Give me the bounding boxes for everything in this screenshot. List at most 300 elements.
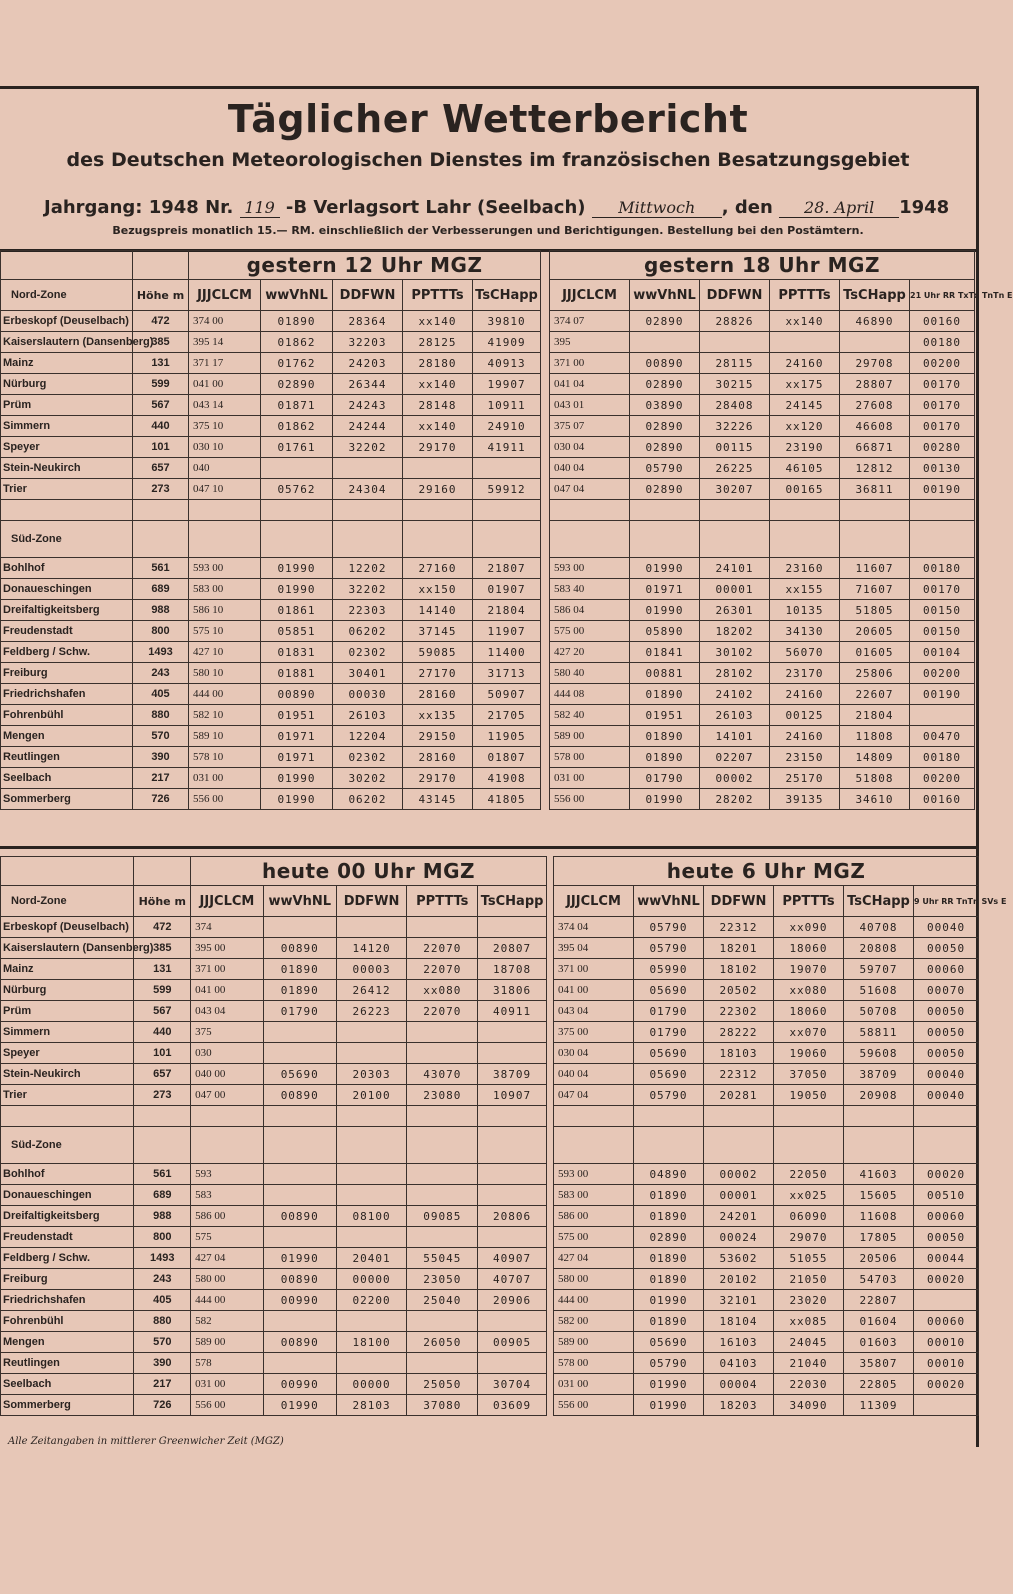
report-value: 00003 [336, 959, 407, 980]
issue-number: 119 [240, 198, 280, 218]
report-value: 51808 [840, 768, 910, 789]
report-value: 28807 [840, 374, 910, 395]
report-value: 375 07 [550, 416, 630, 437]
report-value: 29708 [840, 353, 910, 374]
report-value: 01807 [473, 747, 541, 768]
report-value: 00890 [261, 684, 333, 705]
report-value: 01761 [261, 437, 333, 458]
report-value: 18060 [774, 1001, 844, 1022]
report-value: 01890 [634, 1206, 704, 1227]
report-value: 31806 [478, 980, 547, 1001]
table-row [554, 1185, 979, 1206]
report-value: 14140 [403, 600, 473, 621]
report-value: 24910 [473, 416, 541, 437]
report-value: 54703 [844, 1269, 914, 1290]
report-value: 01862 [261, 332, 333, 353]
table-heute-06 [553, 856, 1007, 1416]
report-value: 41908 [473, 768, 541, 789]
report-value: 041 00 [554, 980, 634, 1001]
report-value: 00040 [914, 1085, 979, 1106]
table-row [1, 705, 541, 726]
report-value: 00160 [910, 311, 975, 332]
report-value [263, 1164, 336, 1185]
report-value: 427 10 [189, 642, 261, 663]
report-value: 030 04 [554, 1043, 634, 1064]
table-row [1, 311, 541, 332]
report-value: 593 [191, 1164, 264, 1185]
report-value: 01990 [634, 1395, 704, 1416]
report-value: 32226 [700, 416, 770, 437]
report-value: 11907 [473, 621, 541, 642]
report-value: xx155 [770, 579, 840, 600]
report-value: xx085 [774, 1311, 844, 1332]
report-value: 00470 [910, 726, 975, 747]
report-value: 374 00 [189, 311, 261, 332]
report-value: 00881 [630, 663, 700, 684]
station-height: 472 [133, 311, 189, 332]
station-name: Feldberg / Schw. [1, 1248, 134, 1269]
report-value: 00002 [700, 768, 770, 789]
report-value: 20808 [844, 938, 914, 959]
table-row [1, 1290, 547, 1311]
report-value: 444 00 [554, 1290, 634, 1311]
blank-cell [407, 1106, 478, 1127]
report-value: 20506 [844, 1248, 914, 1269]
report-value: 00070 [914, 980, 979, 1001]
report-value [478, 1311, 547, 1332]
report-header [0, 89, 976, 252]
station-name: Feldberg / Schw. [1, 642, 133, 663]
report-value: 20102 [704, 1269, 774, 1290]
report-value: 02890 [634, 1227, 704, 1248]
report-value: 586 04 [550, 600, 630, 621]
report-value: 02890 [630, 479, 700, 500]
report-value: 00890 [630, 353, 700, 374]
report-value: 578 [191, 1353, 264, 1374]
report-value: 395 14 [189, 332, 261, 353]
report-value: 22303 [333, 600, 403, 621]
column-heading-tsch: TsCHapp [478, 886, 547, 917]
table-row [554, 980, 979, 1001]
station-height: 657 [134, 1064, 191, 1085]
column-heading-rr: 21 Uhr RR TxTx TnTn E [910, 280, 975, 311]
report-value [336, 1311, 407, 1332]
report-value [261, 458, 333, 479]
report-value: 28102 [700, 663, 770, 684]
report-value: 01890 [263, 980, 336, 1001]
station-name: Kaiserslautern (Dansenberg) [1, 938, 134, 959]
report-value: 28408 [700, 395, 770, 416]
report-value: 374 07 [550, 311, 630, 332]
report-value: 444 00 [191, 1290, 264, 1311]
report-value: 01890 [634, 1269, 704, 1290]
report-value: 40911 [478, 1001, 547, 1022]
report-value: 29150 [403, 726, 473, 747]
issue-weekday: Mittwoch [592, 198, 722, 218]
report-value [407, 1227, 478, 1248]
report-value: xx080 [774, 980, 844, 1001]
report-value: 00050 [914, 1001, 979, 1022]
table-row [1, 1311, 547, 1332]
report-value: 00104 [910, 642, 975, 663]
table-gestern-12 [0, 250, 541, 810]
report-value: 580 00 [554, 1269, 634, 1290]
report-value: 01890 [261, 311, 333, 332]
report-value: 11309 [844, 1395, 914, 1416]
report-value: 41909 [473, 332, 541, 353]
column-heading-tsch: TsCHapp [840, 280, 910, 311]
table-heute-00 [0, 856, 547, 1416]
report-value: 38709 [844, 1064, 914, 1085]
station-height: 689 [133, 579, 189, 600]
report-value: 21050 [774, 1269, 844, 1290]
report-value: 32202 [333, 437, 403, 458]
report-value: 01790 [634, 1022, 704, 1043]
report-value: 46608 [840, 416, 910, 437]
station-height: 1493 [133, 642, 189, 663]
subscription-note: Bezugspreis monatlich 15.— RM. einschließlich der Verbesserungen und Berichtigungen. Bestellung bei den Postämtern. [112, 224, 864, 237]
report-value: 00190 [910, 479, 975, 500]
station-height: 988 [133, 600, 189, 621]
table-row [1, 1227, 547, 1248]
report-value: 01990 [261, 789, 333, 810]
report-value: 28160 [403, 684, 473, 705]
table-row [1, 353, 541, 374]
report-value: 24145 [770, 395, 840, 416]
table-row [1, 1206, 547, 1227]
table-row [550, 726, 975, 747]
station-name: Reutlingen [1, 1353, 134, 1374]
table-row [554, 1395, 979, 1416]
report-value [336, 917, 407, 938]
report-value: 01603 [844, 1332, 914, 1353]
station-name: Prüm [1, 395, 133, 416]
blank-cell [473, 500, 541, 521]
station-height: 405 [133, 684, 189, 705]
report-value: 00170 [910, 416, 975, 437]
report-value: 02200 [336, 1290, 407, 1311]
report-value: 24101 [700, 558, 770, 579]
report-value: 05890 [630, 621, 700, 642]
report-value: 53602 [704, 1248, 774, 1269]
report-value: 047 04 [550, 479, 630, 500]
report-value: 26301 [700, 600, 770, 621]
table-row [554, 1022, 979, 1043]
table-row [1, 642, 541, 663]
report-value: 25170 [770, 768, 840, 789]
station-name: Reutlingen [1, 747, 133, 768]
report-value: 578 10 [189, 747, 261, 768]
report-value: 17805 [844, 1227, 914, 1248]
report-value: 05690 [634, 1332, 704, 1353]
column-heading-pptt: PPTTTs [407, 886, 478, 917]
footnote: Alle Zeitangaben in mittlerer Greenwicher Zeit (MGZ) [8, 1436, 284, 1447]
table-row [554, 1085, 979, 1106]
report-value: 01971 [630, 579, 700, 600]
report-value: 01951 [261, 705, 333, 726]
blank-cell [704, 1106, 774, 1127]
report-value: 34090 [774, 1395, 844, 1416]
report-value: 28103 [336, 1395, 407, 1416]
blank-cell [261, 500, 333, 521]
report-value [478, 1164, 547, 1185]
report-value: 51055 [774, 1248, 844, 1269]
report-value: 18104 [704, 1311, 774, 1332]
table-row [1, 479, 541, 500]
column-heading-jjj: JJJCLCM [550, 280, 630, 311]
blank-cell [774, 1127, 844, 1164]
report-value: 22312 [704, 1064, 774, 1085]
report-value: 371 00 [554, 959, 634, 980]
report-value: 00010 [914, 1332, 979, 1353]
station-name: Freiburg [1, 663, 133, 684]
report-value: 01990 [630, 789, 700, 810]
blank-cell [630, 521, 700, 558]
table-row [550, 479, 975, 500]
report-value: 00150 [910, 621, 975, 642]
station-name: Mengen [1, 1332, 134, 1353]
table-row [1, 621, 541, 642]
report-value: 59707 [844, 959, 914, 980]
report-value: 00170 [910, 374, 975, 395]
report-value: 24243 [333, 395, 403, 416]
table-row [550, 558, 975, 579]
report-value: 00030 [333, 684, 403, 705]
report-value: 02890 [630, 374, 700, 395]
table-gestern-18 [549, 250, 1013, 810]
table-row [1, 1332, 547, 1353]
report-value [263, 1043, 336, 1064]
report-value: 043 04 [191, 1001, 264, 1022]
table-row [1, 768, 541, 789]
blank-cell [473, 521, 541, 558]
station-height: 101 [134, 1043, 191, 1064]
report-value: 031 00 [191, 1374, 264, 1395]
report-value: 19070 [774, 959, 844, 980]
report-value: 00010 [914, 1353, 979, 1374]
report-value: 27160 [403, 558, 473, 579]
report-value: 32202 [333, 579, 403, 600]
report-value: 23080 [407, 1085, 478, 1106]
station-height: 567 [134, 1001, 191, 1022]
report-value: 01790 [263, 1001, 336, 1022]
table-row [554, 1353, 979, 1374]
report-value: 22030 [774, 1374, 844, 1395]
station-name: Bohlhof [1, 1164, 134, 1185]
blank-cell [263, 1106, 336, 1127]
report-value [336, 1185, 407, 1206]
report-value: 01990 [261, 558, 333, 579]
blank-cell [134, 1106, 191, 1127]
report-value: 46890 [840, 311, 910, 332]
report-value: 28826 [700, 311, 770, 332]
report-value: 01890 [634, 1248, 704, 1269]
blank-cell [403, 521, 473, 558]
report-value: 15605 [844, 1185, 914, 1206]
report-value: 586 00 [191, 1206, 264, 1227]
table-row [1, 959, 547, 980]
report-value: 00000 [336, 1374, 407, 1395]
report-value: 24160 [770, 684, 840, 705]
report-value [407, 1185, 478, 1206]
report-value: 01881 [261, 663, 333, 684]
table-row [554, 1001, 979, 1022]
report-value: 37080 [407, 1395, 478, 1416]
report-value: 40707 [478, 1269, 547, 1290]
report-value: 00890 [263, 1206, 336, 1227]
station-height: 385 [134, 938, 191, 959]
report-value: 01605 [840, 642, 910, 663]
report-value: 580 40 [550, 663, 630, 684]
report-value: 32101 [704, 1290, 774, 1311]
report-value: 43070 [407, 1064, 478, 1085]
report-value: 24203 [333, 353, 403, 374]
table-row [1, 1022, 547, 1043]
zone-heading: Süd-Zone [1, 521, 133, 558]
report-value: 22312 [704, 917, 774, 938]
report-value: 578 00 [554, 1353, 634, 1374]
report-value: xx135 [403, 705, 473, 726]
station-name: Friedrichshafen [1, 1290, 134, 1311]
blank-cell [133, 251, 189, 280]
report-value: 00890 [263, 1332, 336, 1353]
report-value: 14120 [336, 938, 407, 959]
table-row [550, 353, 975, 374]
station-name: Freudenstadt [1, 1227, 134, 1248]
blank-cell [630, 500, 700, 521]
den-label: , den [721, 197, 773, 218]
report-value: 05790 [630, 458, 700, 479]
report-value [336, 1164, 407, 1185]
table-row [554, 917, 979, 938]
report-value: 28160 [403, 747, 473, 768]
report-value: 29170 [403, 768, 473, 789]
station-name: Speyer [1, 437, 133, 458]
table-row [550, 663, 975, 684]
report-value: 01862 [261, 416, 333, 437]
report-value: 22070 [407, 938, 478, 959]
report-value: 16103 [704, 1332, 774, 1353]
report-value: 06090 [774, 1206, 844, 1227]
report-value: 03890 [630, 395, 700, 416]
station-height: 385 [133, 332, 189, 353]
report-value: xx140 [403, 374, 473, 395]
column-heading-jjj: JJJCLCM [191, 886, 264, 917]
report-value: 00165 [770, 479, 840, 500]
report-value: xx150 [403, 579, 473, 600]
report-value: 01890 [263, 959, 336, 980]
report-value [336, 1022, 407, 1043]
report-value: 12202 [333, 558, 403, 579]
report-value: 18708 [478, 959, 547, 980]
table-row [550, 600, 975, 621]
report-value: 043 14 [189, 395, 261, 416]
table-row [554, 1311, 979, 1332]
report-value: 00890 [263, 938, 336, 959]
report-value: 01762 [261, 353, 333, 374]
report-value: 583 40 [550, 579, 630, 600]
report-value: xx140 [770, 311, 840, 332]
station-name: Nürburg [1, 374, 133, 395]
column-heading-pptt: PPTTTs [770, 280, 840, 311]
report-value: xx080 [407, 980, 478, 1001]
table-row [1, 332, 541, 353]
report-value: 00160 [910, 789, 975, 810]
station-name: Seelbach [1, 1374, 134, 1395]
report-value: 30207 [700, 479, 770, 500]
report-value: 05762 [261, 479, 333, 500]
report-value: 25806 [840, 663, 910, 684]
station-height: 390 [133, 747, 189, 768]
table-row [1, 1269, 547, 1290]
station-height: 561 [134, 1164, 191, 1185]
report-value: 24201 [704, 1206, 774, 1227]
station-name: Sommerberg [1, 1395, 134, 1416]
report-value: 047 00 [191, 1085, 264, 1106]
station-height: 273 [134, 1085, 191, 1106]
blank-cell [910, 500, 975, 521]
column-heading-jjj: JJJCLCM [554, 886, 634, 917]
report-value: 59912 [473, 479, 541, 500]
report-value: 00000 [336, 1269, 407, 1290]
table-row [550, 332, 975, 353]
station-name: Erbeskopf (Deuselbach) [1, 917, 134, 938]
report-value: 00001 [700, 579, 770, 600]
report-value: 047 04 [554, 1085, 634, 1106]
report-value: 34130 [770, 621, 840, 642]
report-value: 30202 [333, 768, 403, 789]
report-value: 583 00 [189, 579, 261, 600]
report-value: xx090 [774, 917, 844, 938]
report-value: 00150 [910, 600, 975, 621]
hoehe-heading: Höhe m [133, 280, 189, 311]
report-value: 586 00 [554, 1206, 634, 1227]
report-value: 00200 [910, 663, 975, 684]
report-value: 04890 [634, 1164, 704, 1185]
station-name: Seelbach [1, 768, 133, 789]
station-name: Mengen [1, 726, 133, 747]
report-value: 00050 [914, 1227, 979, 1248]
blank-cell [700, 521, 770, 558]
zone-heading: Süd-Zone [1, 1127, 134, 1164]
zone-heading: Nord-Zone [1, 280, 133, 311]
report-value: 39810 [473, 311, 541, 332]
report-value: 00004 [704, 1374, 774, 1395]
blank-cell [261, 521, 333, 558]
report-value: 56070 [770, 642, 840, 663]
report-value: 030 [191, 1043, 264, 1064]
zone-heading: Nord-Zone [1, 886, 134, 917]
report-value: 37050 [774, 1064, 844, 1085]
report-value [263, 1227, 336, 1248]
blank-cell [1, 500, 133, 521]
report-value: 29160 [403, 479, 473, 500]
column-heading-tsch: TsCHapp [844, 886, 914, 917]
report-value: 38709 [478, 1064, 547, 1085]
report-title: Täglicher Wetterbericht [227, 97, 749, 141]
report-value: 00125 [770, 705, 840, 726]
report-value: 040 04 [554, 1064, 634, 1085]
station-height: 131 [134, 959, 191, 980]
station-name: Erbeskopf (Deuselbach) [1, 311, 133, 332]
table-row [554, 959, 979, 980]
report-value [478, 917, 547, 938]
report-value: 374 04 [554, 917, 634, 938]
report-value: 08100 [336, 1206, 407, 1227]
report-value [407, 1043, 478, 1064]
station-name: Donaueschingen [1, 1185, 134, 1206]
report-value: 28115 [700, 353, 770, 374]
